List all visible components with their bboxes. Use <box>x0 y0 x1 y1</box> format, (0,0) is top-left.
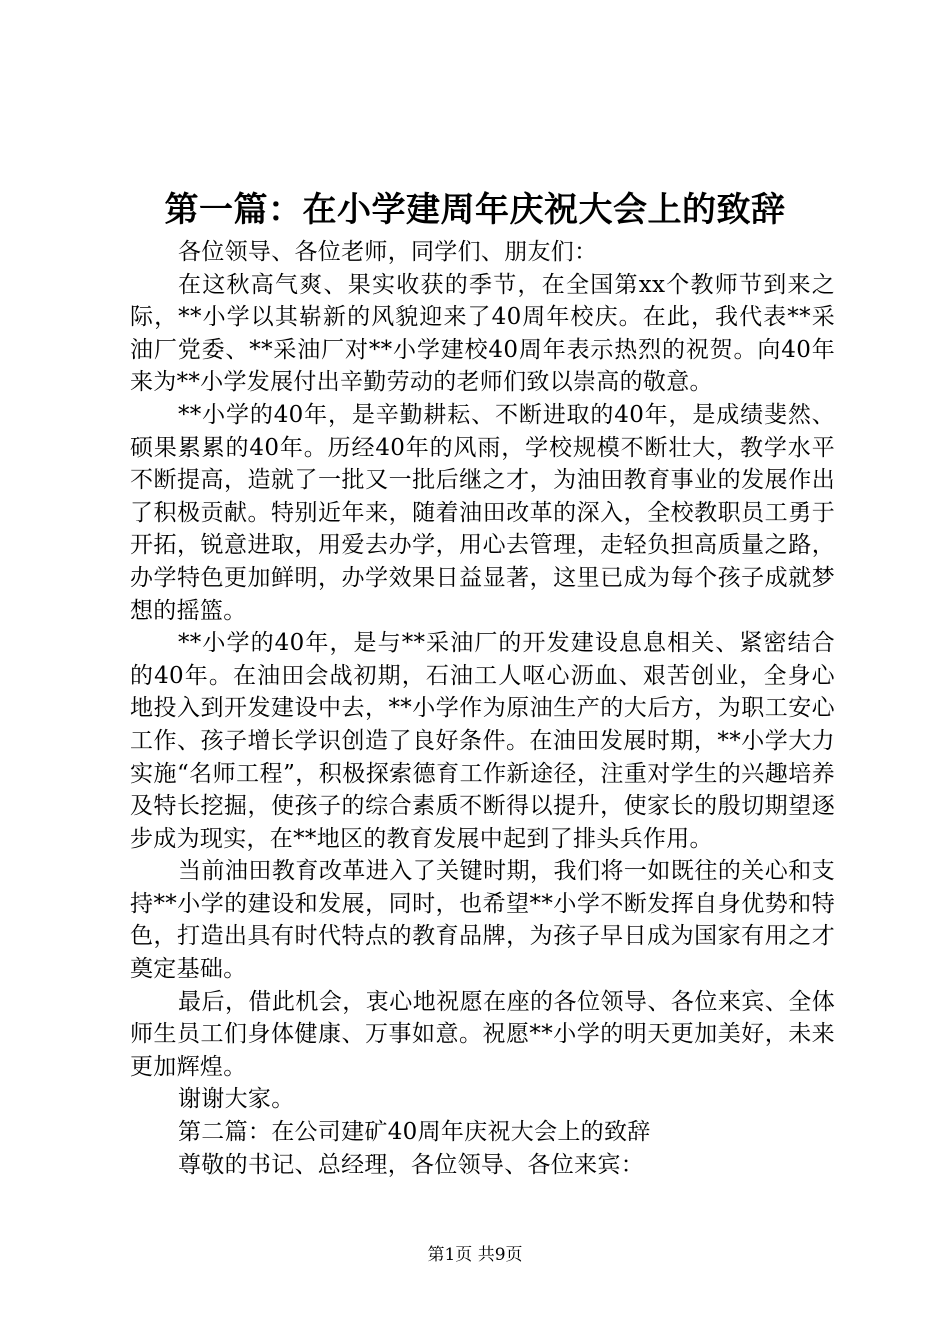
salutation-paragraph: 尊敬的书记、总经理，各位领导、各位来宾： <box>178 1151 644 1178</box>
closing-paragraph: 谢谢大家。 <box>178 1086 295 1113</box>
body-paragraph: 最后，借此机会，衷心地祝愿在座的各位领导、各位来宾、全体师生员工们身体健康、万事如意。祝愿**小学的明天更加美好，未来更加辉煌。 <box>130 988 835 1080</box>
body-paragraph: **小学的40年，是辛勤耕耘、不断进取的40年，是成绩斐然、硕果累累的40年。历经40年的风雨，学校规模不断壮大，教学水平不断提高，造就了一批又一批后继之才，为油田教育事业的发展作出了积极贡献。特别近年来，随着油田改革的深入，全校教职员工勇于开拓，锐意进取，用爱去办学，用心去管理，走轻负担高质量之路，办学特色更加鲜明，办学效果日益显著，这里已成为每个孩子成就梦想的摇篮。 <box>130 401 835 624</box>
body-paragraph: **小学的40年，是与**采油厂的开发建设息息相关、紧密结合的40年。在油田会战初期，石油工人呕心沥血、艰苦创业，全身心地投入到开发建设中去，**小学作为原油生产的大后方，为职工安心工作、孩子增长学识创造了良好条件。在油田发展时期，**小学大力实施“名师工程”，积极探索德育工作新途径，注重对学生的兴趣培养及特长挖掘，使孩子的综合素质不断得以提升，使家长的殷切期望逐步成为现实，在**地区的教育发展中起到了排头兵作用。 <box>130 630 835 852</box>
document-body <box>130 236 835 1181</box>
document-title: 第一篇：在小学建周年庆祝大会上的致辞 <box>164 190 786 230</box>
body-paragraph: 在这秋高气爽、果实收获的季节，在全国第xx个教师节到来之际，**小学以其崭新的风貌迎来了40周年校庆。在此，我代表**采油厂党委、**采油厂对**小学建校40周年表示热烈的祝贺。向40年来为**小学发展付出辛勤劳动的老师们致以崇高的敬意。 <box>130 271 835 396</box>
body-paragraph: 当前油田教育改革进入了关键时期，我们将一如既往的关心和支持**小学的建设和发展，同时，也希望**小学不断发挥自身优势和特色，打造出具有时代特点的教育品牌，为孩子早日成为国家有用之才奠定基础。 <box>130 858 835 983</box>
salutation-paragraph: 各位领导、各位老师，同学们、朋友们： <box>178 239 598 265</box>
section-heading: 第二篇：在公司建矿40周年庆祝大会上的致辞 <box>178 1119 651 1146</box>
page-number-footer: 第1页 共9页 <box>427 1245 523 1265</box>
